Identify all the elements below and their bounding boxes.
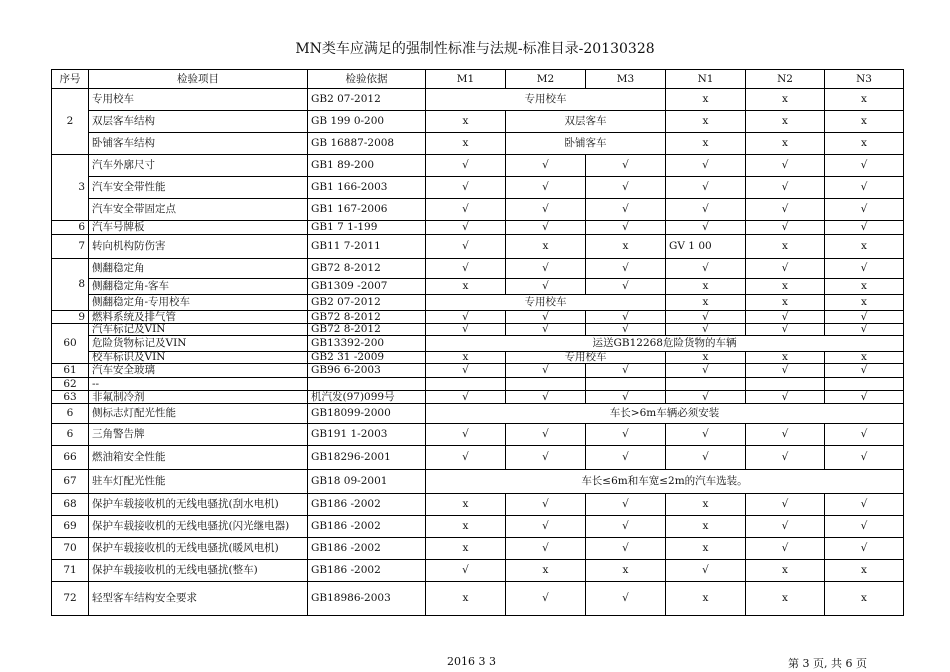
table-cell: 9 (52, 311, 89, 324)
table-cell: x (666, 295, 746, 311)
table-cell: √ (825, 538, 904, 560)
table-cell: x (746, 582, 825, 616)
table-cell: √ (746, 391, 825, 404)
table-cell: 专用校车 (506, 352, 666, 364)
table-cell: 汽车号牌板 (89, 221, 308, 235)
column-header: M2 (506, 70, 586, 89)
table-cell: √ (825, 516, 904, 538)
table-cell: 燃油箱安全性能 (89, 446, 308, 470)
table-cell: GB 16887-2008 (308, 133, 426, 155)
table-cell: 汽车安全带固定点 (89, 199, 308, 221)
table-cell: GB186 -2002 (308, 560, 426, 582)
table-cell: 转向机构防伤害 (89, 235, 308, 259)
table-cell (308, 378, 426, 391)
table-cell: √ (825, 391, 904, 404)
table-cell: 专用校车 (426, 295, 666, 311)
table-cell: √ (586, 259, 666, 279)
table-cell: 保护车载接收机的无线电骚扰(暖风电机) (89, 538, 308, 560)
table-cell: √ (586, 516, 666, 538)
table-cell: √ (586, 424, 666, 446)
table-cell: 3 (52, 155, 89, 221)
table-cell: GB 199 0-200 (308, 111, 426, 133)
table-cell: 卧铺客车结构 (89, 133, 308, 155)
table-cell: GB18 09-2001 (308, 470, 426, 494)
table-cell: √ (506, 516, 586, 538)
table-cell: √ (825, 364, 904, 378)
table-row (52, 235, 904, 259)
table-cell: GB72 8-2012 (308, 311, 426, 324)
table-cell: √ (746, 446, 825, 470)
table-cell: x (746, 560, 825, 582)
table-cell: x (666, 279, 746, 295)
table-cell: GB1 89-200 (308, 155, 426, 177)
table-cell: √ (586, 446, 666, 470)
column-header: N1 (666, 70, 746, 89)
table-cell: √ (506, 155, 586, 177)
table-row (52, 470, 904, 494)
table-cell: 保护车载接收机的无线电骚扰(整车) (89, 560, 308, 582)
column-header: 检验项目 (89, 70, 308, 89)
table-cell: √ (426, 311, 506, 324)
standards-table (51, 69, 904, 616)
table-cell: GB2 07-2012 (308, 89, 426, 111)
table-cell: 车长>6m车辆必须安装 (426, 404, 904, 424)
table-cell: x (825, 352, 904, 364)
table-cell: 轻型客车结构安全要求 (89, 582, 308, 616)
table-cell: GB2 31 -2009 (308, 352, 426, 364)
table-cell: √ (586, 324, 666, 336)
table-cell: GB1 166-2003 (308, 177, 426, 199)
table-cell: √ (746, 177, 825, 199)
table-cell: √ (586, 391, 666, 404)
table-cell: √ (426, 424, 506, 446)
table-cell: 2 (52, 89, 89, 155)
table-cell: √ (426, 364, 506, 378)
table-cell: √ (666, 446, 746, 470)
column-header: 序号 (52, 70, 89, 89)
table-cell: √ (746, 155, 825, 177)
table-cell: √ (666, 199, 746, 221)
table-cell: √ (426, 235, 506, 259)
table-cell: √ (825, 311, 904, 324)
table-cell: √ (825, 446, 904, 470)
table-cell: 卧铺客车 (506, 133, 666, 155)
table-cell: √ (506, 199, 586, 221)
table-cell: x (666, 352, 746, 364)
table-cell: √ (746, 494, 825, 516)
table-cell: √ (506, 391, 586, 404)
table-cell: 校车标识及VIN (89, 352, 308, 364)
table-cell: √ (825, 324, 904, 336)
table-cell: √ (746, 259, 825, 279)
table-cell: x (426, 111, 506, 133)
table-row (52, 378, 904, 391)
table-cell: x (746, 352, 825, 364)
table-cell: 侧翻稳定角-专用校车 (89, 295, 308, 311)
table-cell: √ (666, 560, 746, 582)
table-cell: √ (506, 177, 586, 199)
table-cell: √ (506, 311, 586, 324)
table-cell: √ (586, 494, 666, 516)
table-row (52, 424, 904, 446)
table-cell: x (746, 279, 825, 295)
table-row (52, 582, 904, 616)
table-cell: √ (666, 177, 746, 199)
table-cell: √ (666, 259, 746, 279)
table-cell: √ (666, 311, 746, 324)
table-cell: x (746, 235, 825, 259)
table-cell: √ (506, 582, 586, 616)
table-cell: 驻车灯配光性能 (89, 470, 308, 494)
table-header-row (52, 70, 904, 89)
table-row (52, 295, 904, 311)
table-cell: √ (746, 424, 825, 446)
table-cell: √ (586, 221, 666, 235)
table-cell: √ (746, 364, 825, 378)
table-cell: x (666, 89, 746, 111)
table-row (52, 494, 904, 516)
table-cell: √ (426, 324, 506, 336)
table-cell: √ (506, 324, 586, 336)
table-cell: √ (586, 279, 666, 295)
table-cell: x (825, 582, 904, 616)
table-row (52, 324, 904, 336)
table-cell: √ (586, 364, 666, 378)
table-cell: √ (666, 391, 746, 404)
table-row (52, 404, 904, 424)
table-cell: x (586, 560, 666, 582)
table-cell: GB11 7-2011 (308, 235, 426, 259)
table-cell: √ (426, 259, 506, 279)
table-cell: 8 (52, 259, 89, 311)
table-cell: √ (746, 324, 825, 336)
table-cell: x (825, 111, 904, 133)
table-cell: 车长≤6m和车宽≤2m的汽车选装。 (426, 470, 904, 494)
table-cell: 6 (52, 424, 89, 446)
table-cell: √ (746, 221, 825, 235)
table-cell: 60 (52, 324, 89, 364)
table-cell: 汽车安全带性能 (89, 177, 308, 199)
table-row (52, 391, 904, 404)
table-cell: x (426, 516, 506, 538)
table-cell: √ (506, 221, 586, 235)
table-cell: 68 (52, 494, 89, 516)
table-cell: 67 (52, 470, 89, 494)
table-cell: 侧翻稳定角-客车 (89, 279, 308, 295)
column-header: N3 (825, 70, 904, 89)
table-cell: 专用校车 (89, 89, 308, 111)
table-cell: GB96 6-2003 (308, 364, 426, 378)
table-cell: x (506, 235, 586, 259)
table-cell: GB2 07-2012 (308, 295, 426, 311)
table-cell: GB186 -2002 (308, 516, 426, 538)
table-cell: 70 (52, 538, 89, 560)
table-cell: √ (825, 494, 904, 516)
table-cell: GB72 8-2012 (308, 259, 426, 279)
table-cell: √ (825, 221, 904, 235)
table-row (52, 336, 904, 352)
table-cell (746, 378, 825, 391)
table-cell (506, 378, 586, 391)
table-cell: √ (825, 177, 904, 199)
table-cell: GB13392-200 (308, 336, 426, 352)
table-cell: 非氟制冷剂 (89, 391, 308, 404)
table-row (52, 89, 904, 111)
table-cell: 6 (52, 404, 89, 424)
table-cell: 69 (52, 516, 89, 538)
table-cell: x (666, 516, 746, 538)
table-cell: x (825, 560, 904, 582)
table-cell: 危险货物标记及VIN (89, 336, 308, 352)
table-cell: GB18296-2001 (308, 446, 426, 470)
table-cell: 汽车安全玻璃 (89, 364, 308, 378)
table-cell: GB18099-2000 (308, 404, 426, 424)
column-header: N2 (746, 70, 825, 89)
table-cell: GB1 167-2006 (308, 199, 426, 221)
table-cell: √ (746, 311, 825, 324)
table-row (52, 560, 904, 582)
table-cell: 保护车载接收机的无线电骚扰(闪光继电器) (89, 516, 308, 538)
table-cell: √ (586, 155, 666, 177)
table-cell: 63 (52, 391, 89, 404)
table-cell: √ (666, 324, 746, 336)
table-cell: x (746, 133, 825, 155)
table-row (52, 516, 904, 538)
table-cell: x (426, 279, 506, 295)
table-cell: 三角警告牌 (89, 424, 308, 446)
table-row (52, 259, 904, 279)
table-cell: 双层客车结构 (89, 111, 308, 133)
table-cell: GB72 8-2012 (308, 324, 426, 336)
table-cell: x (825, 235, 904, 259)
table-cell: √ (746, 199, 825, 221)
table-cell: √ (746, 516, 825, 538)
table-cell: x (666, 111, 746, 133)
table-cell: √ (666, 364, 746, 378)
table-row (52, 155, 904, 177)
table-cell: x (426, 538, 506, 560)
table-row (52, 352, 904, 364)
table-cell: √ (426, 199, 506, 221)
table-cell: √ (825, 259, 904, 279)
table-row (52, 199, 904, 221)
table-cell: x (825, 133, 904, 155)
table-cell: 燃料系统及排气管 (89, 311, 308, 324)
table-cell: 双层客车 (506, 111, 666, 133)
column-header: 检验依据 (308, 70, 426, 89)
table-cell: √ (586, 177, 666, 199)
column-header: M1 (426, 70, 506, 89)
table-cell: √ (506, 259, 586, 279)
table-cell: 运送GB12268危险货物的车辆 (426, 336, 904, 352)
print-date: 2016 3 3 (447, 655, 496, 668)
table-cell: 专用校车 (426, 89, 666, 111)
table-cell: x (666, 582, 746, 616)
table-cell: x (825, 89, 904, 111)
table-cell: x (426, 352, 506, 364)
table-cell: x (426, 582, 506, 616)
table-row (52, 279, 904, 295)
table-cell: √ (666, 424, 746, 446)
table-cell: GB1309 -2007 (308, 279, 426, 295)
table-cell (426, 378, 506, 391)
table-row (52, 111, 904, 133)
table-cell: x (426, 494, 506, 516)
table-cell: GB191 1-2003 (308, 424, 426, 446)
page-number: 第 3 页, 共 6 页 (788, 657, 867, 670)
table-row (52, 538, 904, 560)
table-cell: x (825, 295, 904, 311)
table-cell: 71 (52, 560, 89, 582)
table-cell: GB186 -2002 (308, 494, 426, 516)
table-cell: x (746, 89, 825, 111)
table-cell: √ (825, 155, 904, 177)
table-cell (586, 378, 666, 391)
table-cell: GV 1 00 (666, 235, 746, 259)
table-cell: 侧标志灯配光性能 (89, 404, 308, 424)
table-cell: x (666, 538, 746, 560)
table-cell: √ (586, 538, 666, 560)
table-cell: √ (426, 177, 506, 199)
table-row (52, 221, 904, 235)
table-cell: √ (506, 446, 586, 470)
table-cell: 机汽发(97)099号 (308, 391, 426, 404)
table-cell: √ (426, 560, 506, 582)
table-cell: √ (506, 424, 586, 446)
table-cell: √ (666, 155, 746, 177)
table-cell (825, 378, 904, 391)
table-cell: 汽车标记及VIN (89, 324, 308, 336)
table-row (52, 446, 904, 470)
table-cell: 62 (52, 378, 89, 391)
document-title: MN类车应满足的强制性标准与法规-标准目录-20130328 (295, 41, 655, 57)
table-cell: 汽车外廓尺寸 (89, 155, 308, 177)
table-row (52, 364, 904, 378)
table-cell: 侧翻稳定角 (89, 259, 308, 279)
table-cell: √ (506, 279, 586, 295)
table-cell: 72 (52, 582, 89, 616)
table-row (52, 311, 904, 324)
table-cell: x (586, 235, 666, 259)
table-cell: 66 (52, 446, 89, 470)
table-cell: √ (426, 221, 506, 235)
table-cell: x (825, 279, 904, 295)
table-cell: √ (426, 391, 506, 404)
table-cell: √ (506, 364, 586, 378)
table-cell (666, 378, 746, 391)
table-cell: x (746, 111, 825, 133)
table-cell: √ (586, 311, 666, 324)
table-cell: x (506, 560, 586, 582)
table-cell: 6 (52, 221, 89, 235)
table-cell: √ (825, 199, 904, 221)
table-cell: 61 (52, 364, 89, 378)
table-cell: √ (586, 199, 666, 221)
table-cell: x (426, 133, 506, 155)
table-cell: x (746, 295, 825, 311)
table-cell: x (666, 133, 746, 155)
column-header: M3 (586, 70, 666, 89)
table-cell: √ (586, 582, 666, 616)
table-cell: √ (426, 446, 506, 470)
table-cell: √ (426, 155, 506, 177)
table-cell: √ (506, 538, 586, 560)
table-cell: 保护车载接收机的无线电骚扰(刮水电机) (89, 494, 308, 516)
table-cell: √ (825, 424, 904, 446)
table-cell: √ (666, 221, 746, 235)
table-cell: GB1 7 1-199 (308, 221, 426, 235)
table-row (52, 177, 904, 199)
table-cell: √ (746, 538, 825, 560)
table-cell: √ (506, 494, 586, 516)
table-cell: -- (89, 378, 308, 391)
table-cell: GB186 -2002 (308, 538, 426, 560)
table-cell: GB18986-2003 (308, 582, 426, 616)
table-cell: x (666, 494, 746, 516)
table-row (52, 133, 904, 155)
table-cell: 7 (52, 235, 89, 259)
